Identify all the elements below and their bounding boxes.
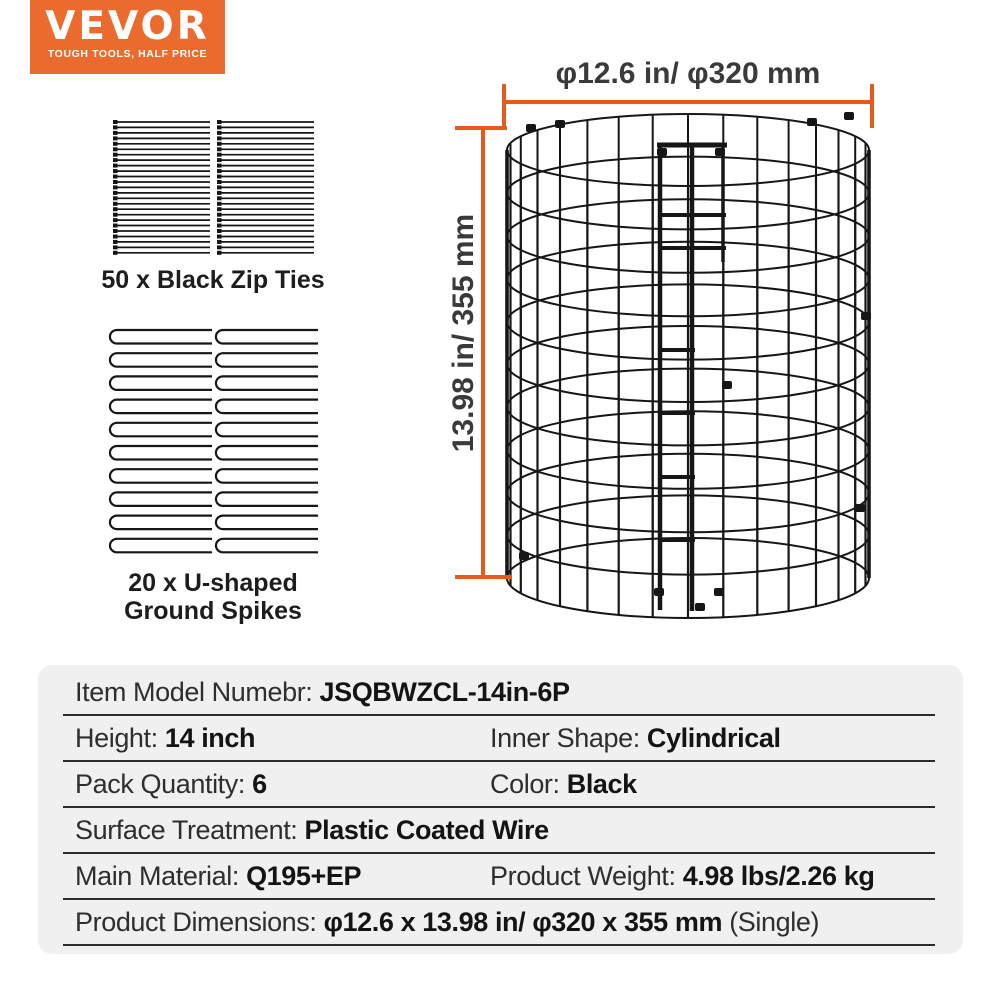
- spec-value: 4.98 lbs/2.26 kg: [682, 861, 875, 891]
- spec-row-pack-color: [63, 762, 935, 808]
- zip-ties-illustration: [98, 112, 333, 262]
- spec-value: JSQBWZCL-14in-6P: [319, 677, 570, 707]
- spec-row-height-shape: [63, 716, 935, 762]
- spec-row-surface: [63, 808, 935, 854]
- spec-suffix: (Single): [722, 907, 820, 937]
- diameter-dimension-label: φ12.6 in/ φ320 mm: [555, 57, 821, 90]
- spec-value: Q195+EP: [246, 861, 362, 891]
- spec-value: 14 inch: [164, 723, 256, 753]
- spec-row-dimensions: [63, 900, 935, 946]
- spec-label: Product Weight:: [490, 861, 683, 891]
- spec-cell: [490, 762, 637, 807]
- cylinder-illustration: [430, 40, 980, 650]
- brand-tagline: TOUGH TOOLS, HALF PRICE: [47, 48, 208, 60]
- ground-spikes-label: [48, 569, 378, 625]
- zip-ties-label: 50 x Black Zip Ties: [101, 266, 325, 294]
- spec-label: Color:: [490, 769, 567, 799]
- spec-label: Surface Treatment:: [75, 815, 305, 845]
- spec-cell: [490, 716, 781, 761]
- spec-value: 6: [252, 769, 267, 799]
- wire-mesh-cylinder: [507, 112, 871, 618]
- spec-row-material-weight: [63, 854, 935, 900]
- ground-spikes-label-line2: Ground Spikes: [124, 597, 302, 625]
- spec-value: φ12.6 x 13.98 in/ φ320 x 355 mm: [323, 907, 723, 937]
- spec-label: Inner Shape:: [490, 723, 647, 753]
- ground-spikes-label-line1: 20 x U-shaped: [128, 569, 298, 597]
- spec-label: Height:: [75, 723, 165, 753]
- spec-label: Pack Quantity:: [75, 769, 253, 799]
- height-dimension-label: 13.98 in/ 355 mm: [447, 213, 480, 453]
- spec-label: Product Dimensions:: [75, 907, 324, 937]
- ground-spikes-illustration: [98, 322, 333, 562]
- brand-name: VEVOR: [45, 4, 210, 49]
- spec-value: Cylindrical: [646, 723, 781, 753]
- spec-value: Plastic Coated Wire: [304, 815, 549, 845]
- vevor-logo: [30, 0, 225, 74]
- spec-label: Main Material:: [75, 861, 247, 891]
- spec-value: Black: [566, 769, 637, 799]
- spec-label: Item Model Numebr:: [75, 677, 320, 707]
- spec-cell: [490, 854, 874, 899]
- spec-row-model: [63, 670, 935, 716]
- spec-table: [38, 665, 963, 954]
